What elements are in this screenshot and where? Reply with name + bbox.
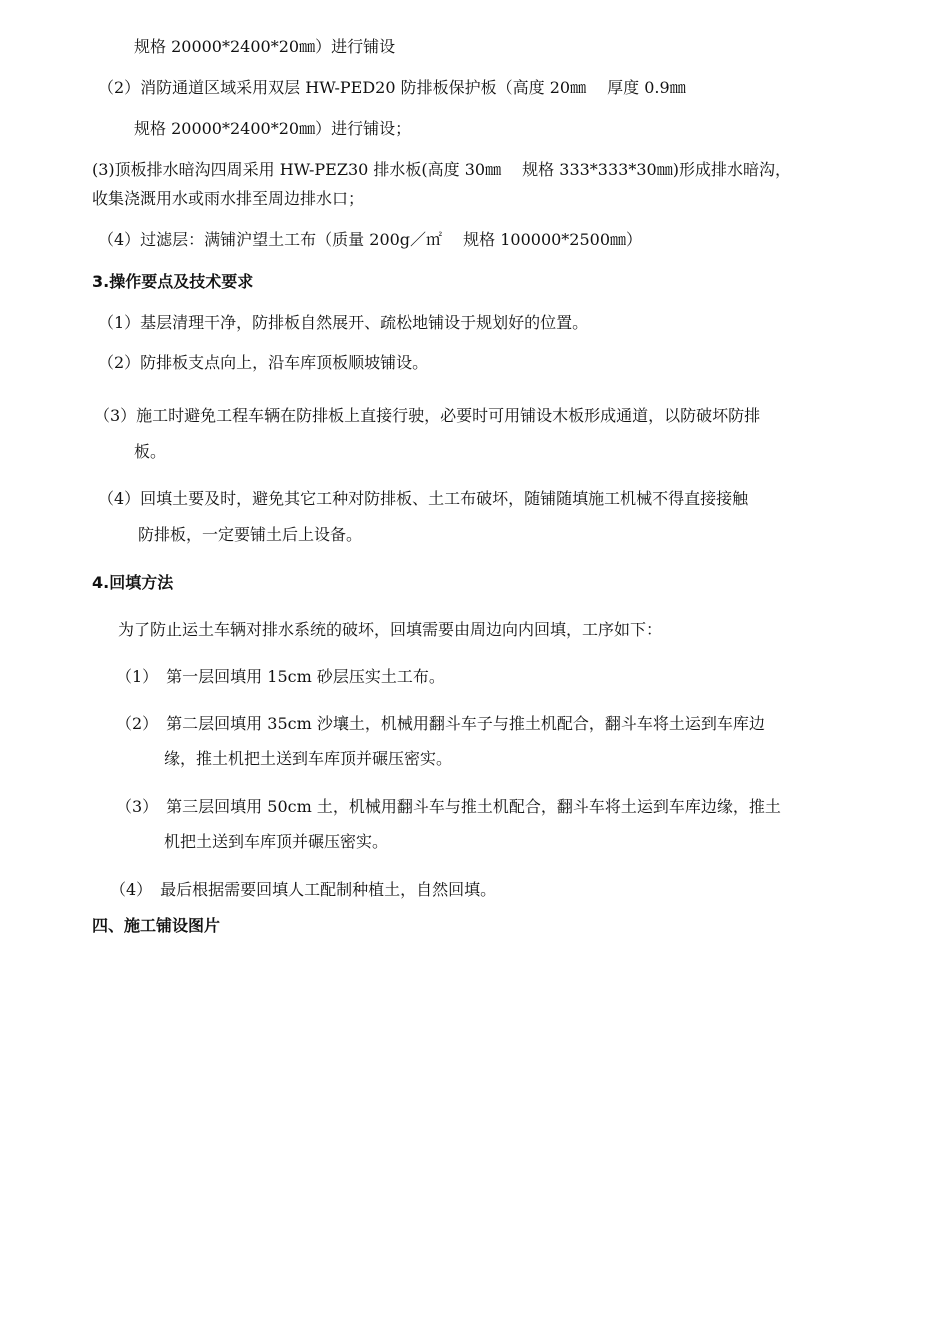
text-line-19: （3） 第三层回填用 50cm 土，机械用翻斗车与推土机配合，翻斗车将土运到车库边缘，推土 bbox=[116, 797, 781, 816]
section-heading-four: 四、施工铺设图片 bbox=[92, 916, 221, 935]
text-line-1: 规格 20000*2400*20㎜）进行铺设 bbox=[134, 37, 396, 56]
text-line-5: 收集浇溉用水或雨水排至周边排水口； bbox=[92, 189, 365, 208]
text-line-20: 机把土送到车库顶并碾压密实。 bbox=[164, 832, 389, 851]
text-line-2: （2）消防通道区域采用双层 HW-PED20 防排板保护板（高度 20㎜ 厚度 0.9㎜ bbox=[98, 78, 686, 97]
text-line-17: （2） 第二层回填用 35cm 沙壤土，机械用翻斗车子与推土机配合，翻斗车将土运到车库边 bbox=[116, 714, 765, 733]
text-line-11: 板。 bbox=[134, 442, 167, 461]
text-line-12: （4）回填土要及时，避免其它工种对防排板、土工布破坏，随铺随填施工机械不得直接接触 bbox=[98, 489, 749, 508]
text-line-4: (3)顶板排水暗沟四周采用 HW-PEZ30 排水板(高度 30㎜ 规格 333*333*30㎜)形成排水暗沟， bbox=[92, 160, 791, 179]
text-line-10: （3）施工时避免工程车辆在防排板上直接行驶，必要时可用铺设木板形成通道，以防破坏防排 bbox=[94, 406, 761, 425]
text-line-15: 为了防止运土车辆对排水系统的破坏，回填需要由周边向内回填，工序如下： bbox=[118, 620, 663, 639]
text-line-3: 规格 20000*2400*20㎜）进行铺设； bbox=[134, 119, 412, 138]
section-heading-4: 4.回填方法 bbox=[92, 573, 174, 592]
text-line-13: 防排板，一定要铺土后上设备。 bbox=[138, 525, 363, 544]
text-line-18: 缘，推土机把土送到车库顶并碾压密实。 bbox=[164, 749, 453, 768]
text-line-9: （2）防排板支点向上，沿车库顶板顺坡铺设。 bbox=[98, 353, 429, 372]
text-line-8: （1）基层清理干净，防排板自然展开、疏松地铺设于规划好的位置。 bbox=[98, 313, 589, 332]
text-line-16: （1） 第一层回填用 15cm 砂层压实土工布。 bbox=[116, 667, 445, 686]
section-heading-3: 3.操作要点及技术要求 bbox=[92, 272, 254, 291]
text-line-6: （4）过滤层：满铺沪望土工布（质量 200g／㎡ 规格 100000*2500㎜） bbox=[98, 230, 643, 249]
text-line-21: （4） 最后根据需要回填人工配制种植土，自然回填。 bbox=[110, 880, 497, 899]
